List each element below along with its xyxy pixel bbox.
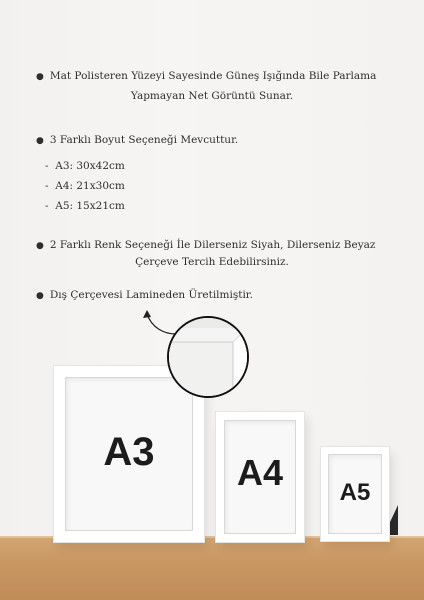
size-a5-text: A5: 15x21cm [55,200,125,212]
size-item-a5 [45,200,125,212]
magnifier-circle [167,316,249,398]
feature-1-text-1: Mat Polisteren Yüzeyi Sayesinde Güneş Işığında Bile Parlama [49,70,377,82]
feature-2-text: 3 Farklı Boyut Seçeneği Mevcuttur. [49,134,239,146]
frame-a3 [54,366,204,542]
feature-4-text: Dış Çerçevesi Lamineden Üretilmiştir. [49,289,254,301]
feature-3-text-2: Çerçeve Tercih Edebilirsiniz. [135,256,289,268]
wooden-shelf [0,538,424,600]
frame-a5 [321,447,389,541]
frame-a5-label: A5 [339,479,371,506]
feature-4-line-1 [36,289,253,301]
dash-icon: - [45,180,56,192]
feature-1-line-1 [36,70,376,82]
bullet-dot-icon: ● [36,241,44,251]
size-item-a3 [45,160,125,172]
frame-a4-label: A4 [236,452,284,493]
bullet-dot-icon: ● [36,291,44,301]
frame-corner-detail [169,318,247,396]
feature-3-line-2 [0,256,424,268]
feature-2-line-1 [36,134,238,146]
dash-icon: - [45,160,56,172]
feature-3-text-1: 2 Farklı Renk Seçeneği İle Dilerseniz Siyah, Dilerseniz Beyaz [49,239,376,251]
feature-1-text-2: Yapmayan Net Görüntü Sunar. [130,90,294,102]
frame-a3-label: A3 [103,430,155,474]
dash-icon: - [45,200,56,212]
feature-1-line-2 [0,90,424,102]
bullet-dot-icon: ● [36,72,44,82]
size-a4-text: A4: 21x30cm [55,180,125,192]
bullet-dot-icon: ● [36,136,44,146]
frame-a4 [216,412,304,542]
feature-3-line-1 [36,239,375,251]
size-a3-text: A3: 30x42cm [55,160,125,172]
size-item-a4 [45,180,125,192]
